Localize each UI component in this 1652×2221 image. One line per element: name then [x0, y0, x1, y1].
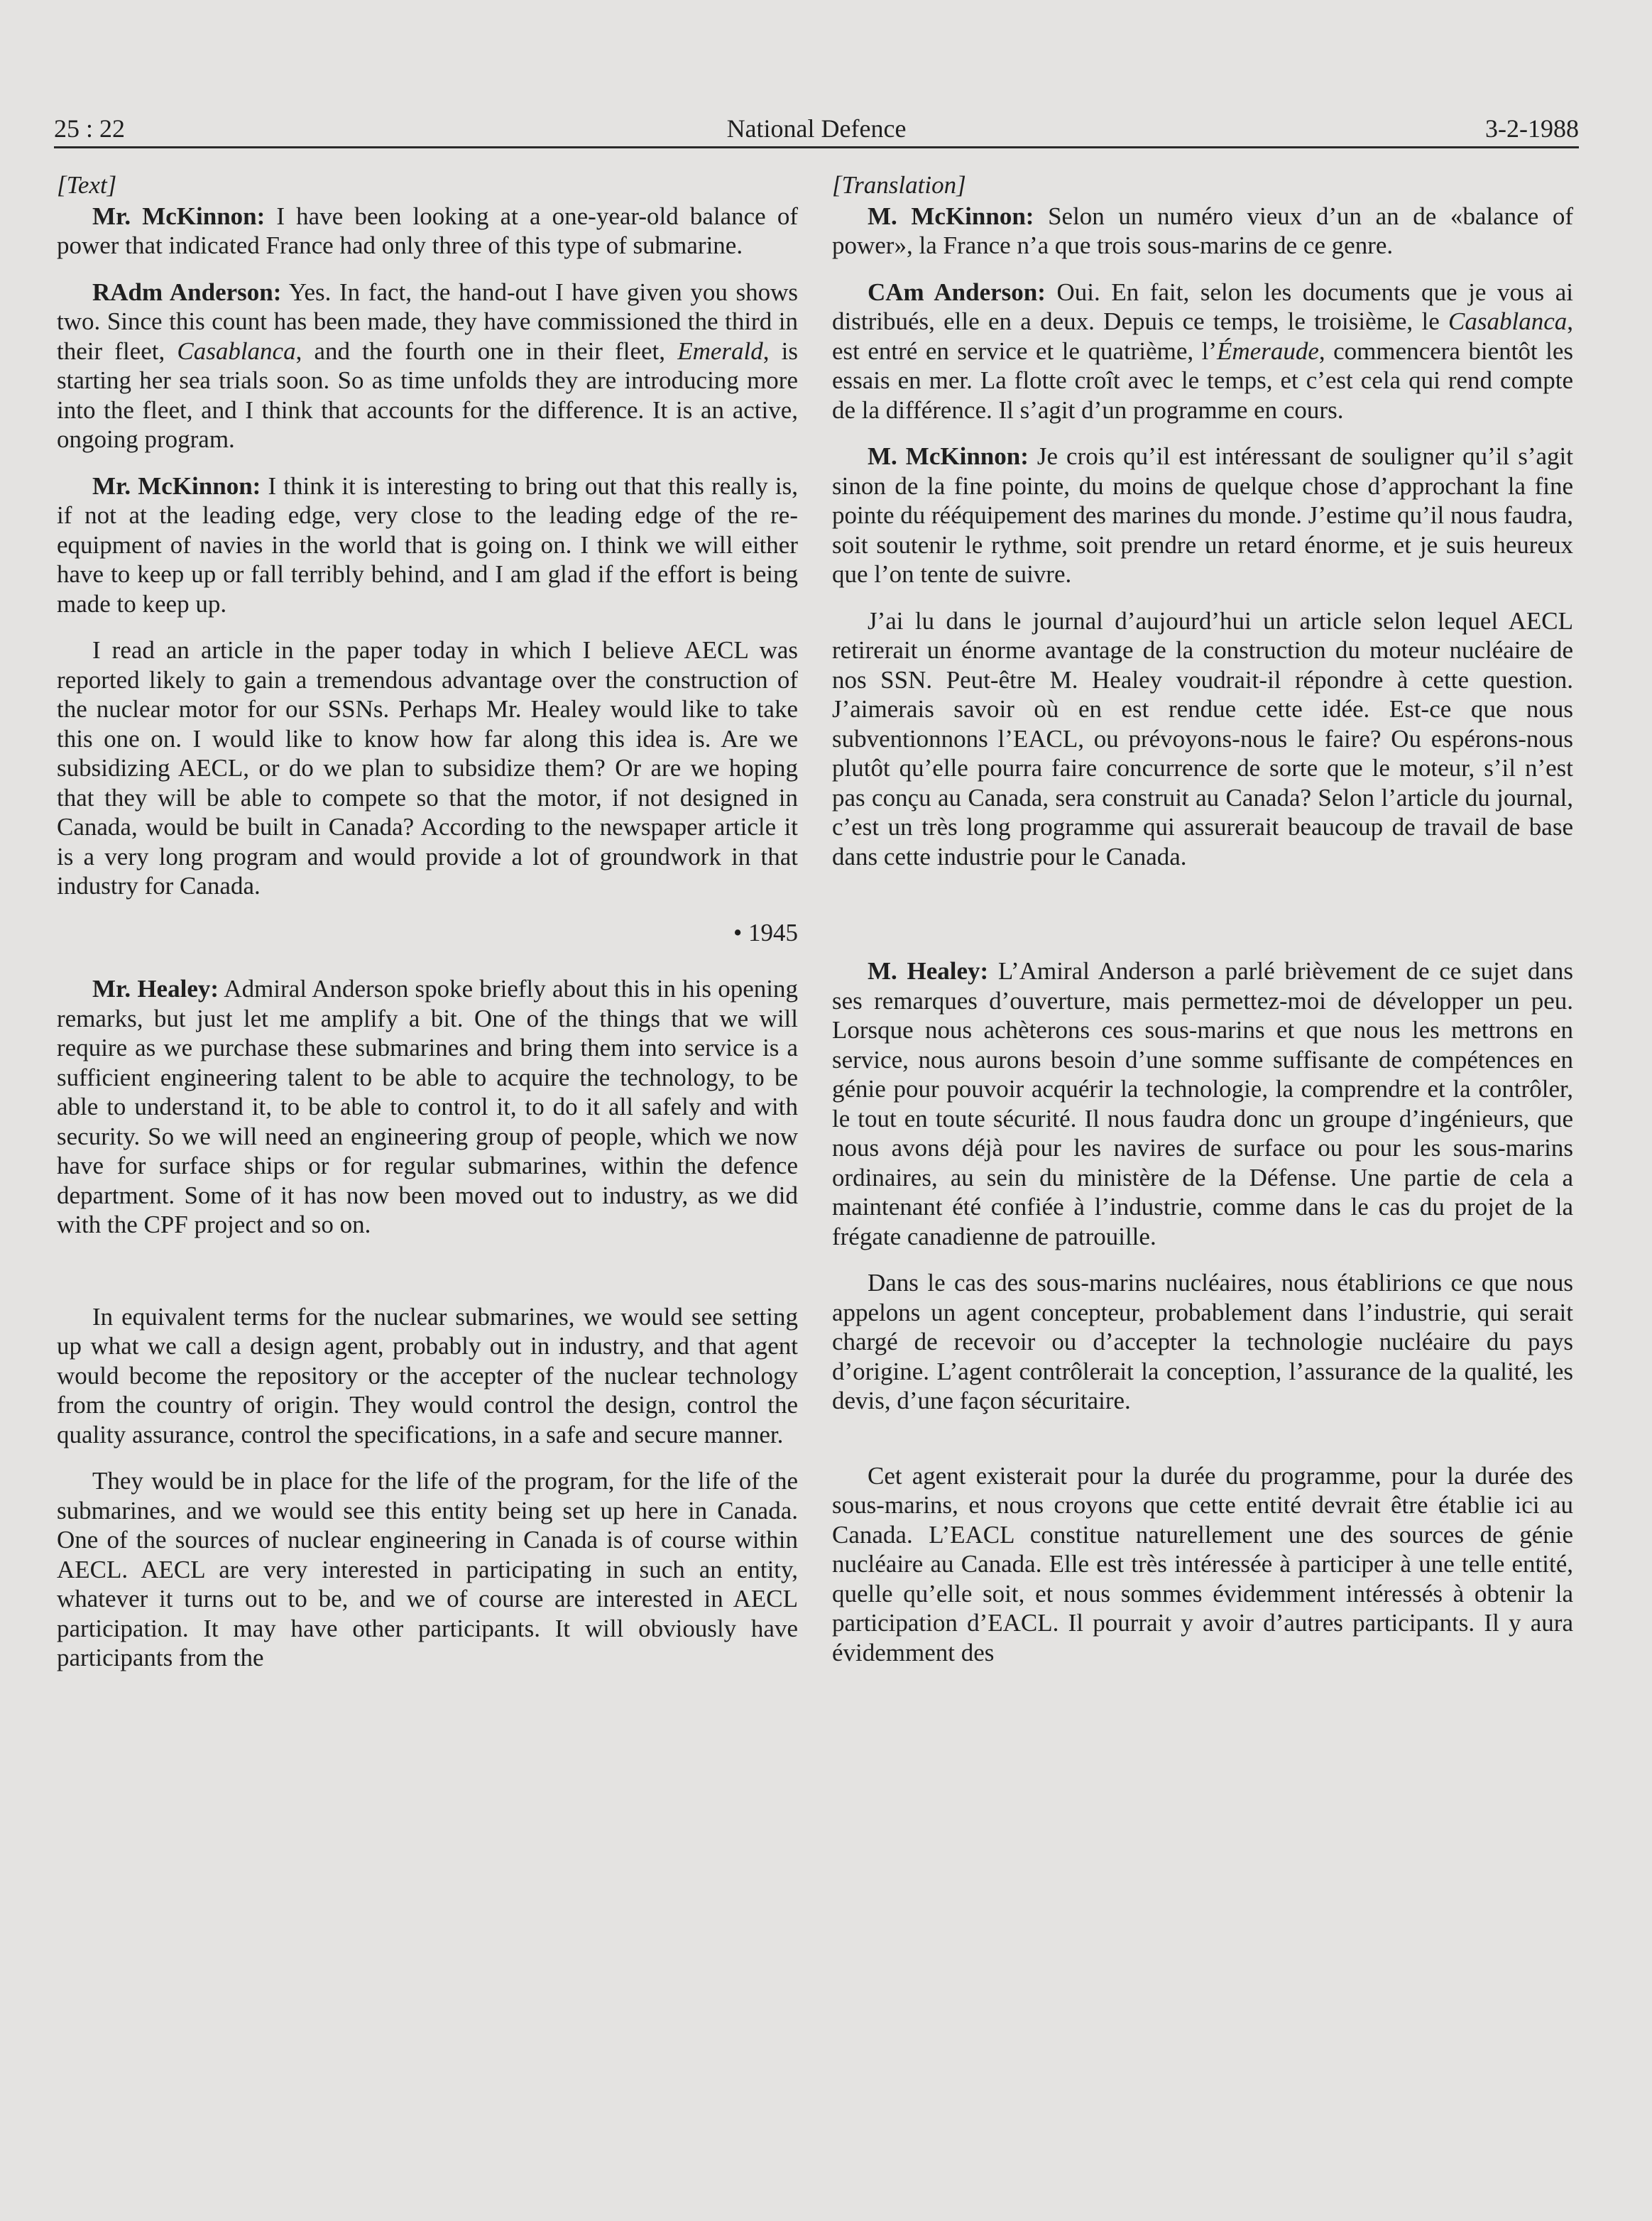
speaker-name: Mr. McKinnon:: [92, 471, 261, 500]
paragraph: [832, 442, 1573, 589]
speech-text: Selon un numéro vieux d’un an de «balance of power», la France n’a que trois sous-marins de ce genre.: [832, 202, 1574, 259]
paragraph: I read an article in the paper today in which I believe AECL was reported likely to gain a tremendous advantage over the construction of the nuclear motor for our SSNs. Perhaps Mr. Healey would like to take this one on. I would like to know how far along this idea is. Are we subsidizing AECL, or do we plan to subsidize them? Or are we hoping that they will be able to compete so that the motor, if not designed in Canada, would be built in Canada? According to the newspaper article it is a very long program and would provide a lot of groundwork in that industry for Canada.: [57, 636, 798, 900]
speech-text: L’Amiral Anderson a parlé brièvement de ce sujet dans ses remarques d’ouverture, mais permettez-moi de développer un peu. Lorsque nous achèterons ces sous-marins et que nous les mettrons en service, nous aurons besoin d’une somme suffisante de compétences en génie pour pouvoir acquérir la technologie, la comprendre et la contrôler, le tout en toute sécurité. Il nous faudra donc un groupe d’ingénieurs, que nous avons déjà pour les navires de surface ou pour les sous-marins ordinaires, au sein du ministère de la Défense. Une partie de cela a maintenant été confiée à l’industrie, comme dans le cas du projet de la frégate canadienne de patrouille.: [832, 957, 1573, 1250]
timestamp: • 1945: [733, 918, 798, 946]
speech-text: I have been looking at a one-year-old balance of power that indicated France had only three of this type of submarine.: [57, 202, 798, 259]
paragraph: [57, 471, 798, 619]
french-column: [832, 170, 1573, 1684]
speech-text: Admiral Anderson spoke briefly about this in his opening remarks, but just let me amplify a bit. One of the things that we will require as we purchase these submarines and bring them into service is a sufficient engineering talent to be able to acquire the technology, to be able to understand it, to be able to control it, to do it all safely and with security. So we will need an engineering group of people, which we now have for surface ships or for regular submarines, within the defence department. Some of it has now been moved out to industry, as we did with the CPF project and so on.: [57, 975, 799, 1238]
paragraph: They would be in place for the life of the program, for the life of the submarines, and we would see this entity being set up here in Canada. One of the sources of nuclear engineering in Canada is of course within AECL. AECL are very interested in participating in such an entity, whatever it turns out to be, and we of course are interested in AECL participation. It may have other participants. It will obviously have participants from the: [57, 1467, 798, 1671]
speech-text: Oui. En fait, selon les documents que je vous ai distribués, elle en a deux. Depuis ce temps, le troisième, le: [832, 278, 1574, 335]
speech-text: Je crois qu’il est intéressant de souligner qu’il s’agit sinon de la fine pointe, du moins de quelque chose d’approchant la fine pointe du rééquipement des marines du monde. J’estime qu’il nous faudra, soit soutenir le rythme, soit prendre un retard énorme, et je suis heureux que l’on tente de suivre.: [832, 442, 1573, 588]
translation-tag: [Translation]: [832, 171, 966, 199]
english-column: [57, 170, 798, 1690]
speaker-name: RAdm Anderson:: [92, 278, 282, 306]
speech-text: , and the fourth one in their fleet,: [295, 337, 678, 365]
paragraph: In equivalent terms for the nuclear submarines, we would see setting up what we call a design agent, probably out in industry, and that agent would become the repository or the accepter of the nuclear technology from the country of origin. They would control the design, control the quality assurance, control the specifications, in a safe and secure manner.: [57, 1302, 798, 1448]
speech-text: I think it is interesting to bring out that this really is, if not at the leading edge, very close to the leading edge of the re-equipment of navies in the world that is going on. I think we will either have to keep up or fall terribly behind, and I am glad if the effort is being made to keep up.: [57, 471, 798, 618]
ship-name: Casablanca: [1448, 307, 1568, 335]
speaker-name: M. McKinnon:: [868, 442, 1029, 470]
speaker-name: Mr. McKinnon:: [92, 202, 266, 230]
paragraph: [57, 278, 798, 454]
paragraph: [832, 956, 1573, 1251]
paragraph: [57, 202, 798, 261]
spacer: [832, 1433, 1573, 1461]
speaker-name: M. McKinnon:: [868, 202, 1034, 230]
speech-text: , est entré en service et le quatrième, l’: [832, 307, 1573, 365]
paragraph: Cet agent existerait pour la durée du programme, pour la durée des sous-marins, et nous croyons que cette entité devrait être établie ici au Canada. L’EACL constitue naturellement une des sources de génie nucléaire au Canada. Elle est très intéressée à participer à une telle entité, quelle qu’elle soit, et nous sommes évidemment intéressés à obtenir la participation d’EACL. Il pourrait y avoir d’autres participants. Il y aura évidemment des: [832, 1461, 1573, 1666]
publication-title: National Defence: [726, 114, 907, 143]
paragraph: [832, 202, 1573, 261]
paragraph: J’ai lu dans le journal d’aujourd’hui un article selon lequel AECL retirerait un énorme avantage de la construction du moteur nucléaire de nos SSN. Peut-être M. Healey voudrait-il répondre à cette question. J’aimerais savoir où en est rendue cette idée. Est-ce que nous subventionnons l’EACL, ou prévoyons-nous le faire? Ou espérons-nous plutôt qu’elle pourra faire concurrence de sorte que le moteur, s’il n’est pas conçu au Canada, sera construit au Canada? Selon l’article du journal, c’est un très long programme qui assurerait beaucoup de travail de base dans cette industrie pour le Canada.: [832, 606, 1573, 871]
paragraph: Dans le cas des sous-marins nucléaires, nous établirions ce que nous appelons un agent concepteur, probablement dans l’industrie, qui serait chargé de recevoir ou d’accepter la technologie nucléaire du pays d’origine. L’agent contrôlerait la conception, l’assurance de la qualité, les devis, d’une façon sécuritaire.: [832, 1269, 1573, 1414]
speech-text: Yes. In fact, the hand-out I have given you shows two. Since this count has been made, they have commissioned the third in their fleet,: [57, 278, 799, 365]
text-tag: [Text]: [57, 171, 117, 199]
page-number: 25 : 22: [54, 114, 126, 143]
spacer: [832, 888, 1573, 956]
paragraph: [832, 278, 1573, 425]
speaker-name: CAm Anderson:: [868, 278, 1046, 306]
speaker-name: Mr. Healey:: [92, 975, 219, 1003]
spacer: [57, 1257, 798, 1302]
speech-text: , commencera bientôt les essais en mer. La flotte croît avec le temps, et c’est cela qui rend compte de la différence. Il s’agit d’un programme en cours.: [832, 337, 1573, 424]
ship-name: Emerald: [677, 337, 763, 365]
sitting-date: 3-2-1988: [1485, 114, 1579, 143]
ship-name: Casablanca: [177, 337, 296, 365]
speaker-name: M. Healey:: [868, 957, 989, 985]
paragraph: [57, 974, 798, 1240]
ship-name: Émeraude: [1217, 337, 1319, 365]
page-header: [54, 111, 1579, 148]
speech-text: , is starting her sea trials soon. So as time unfolds they are introducing more into the fleet, and I think that accounts for the difference. It is an active, ongoing program.: [57, 337, 798, 453]
